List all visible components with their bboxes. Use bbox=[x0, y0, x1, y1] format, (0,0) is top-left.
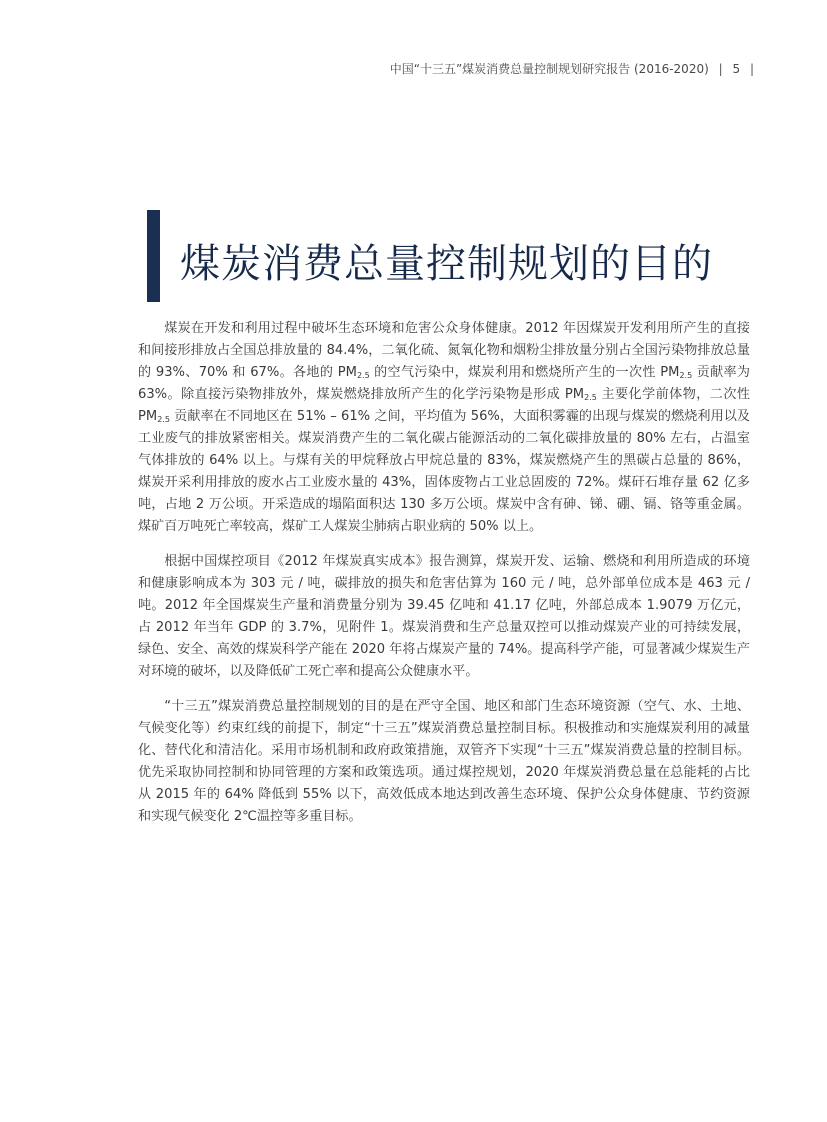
header-separator-left: | bbox=[718, 62, 723, 76]
running-header bbox=[300, 60, 760, 77]
chapter-title: 煤炭消费总量控制规划的目的 bbox=[180, 241, 713, 287]
chapter-number-bar bbox=[147, 210, 160, 302]
paragraph-3: “十三五”煤炭消费总量控制规划的目的是在严守全国、地区和部门生态环境资源（空气、水、土地、气候变化等）约束红线的前提下，制定“十三五”煤炭消费总量控制目标。积极推动和实施煤炭利用的减量化、替代化和清洁化。采用市场机制和政府政策措施，双管齐下实现“十三五”煤炭消费总量的控制目标。优先采取协同控制和协同管理的方案和政策选项。通过煤控规划，2020 年煤炭消费总量在总能耗的占比从 2015 年的 64% 降低到 55% 以下，高效低成本地达到改善生态环境、保护公众身体健康、节约资源和实现气候变化 2℃温控等多重目标。 bbox=[138, 699, 750, 824]
header-separator-right: | bbox=[749, 62, 754, 76]
page-number: 5 bbox=[732, 62, 741, 76]
header-report-title: 中国“十三五”煤炭消费总量控制规划研究报告 (2016-2020) bbox=[389, 62, 709, 76]
paragraph-2: 根据中国煤控项目《2012 年煤炭真实成本》报告测算，煤炭开发、运输、燃烧和利用所造成的环境和健康影响成本为 303 元 / 吨，碳排放的损失和危害估算为 160 元 / 吨，总外部单位成本是 463 元 / 吨。2012 年全国煤炭生产量和消费量分别为 39.45 亿吨和 41.17 亿吨，外部总成本 1.9079 万亿元，占 2012 年当年 GDP 的 3.7%，见附件 1。煤炭消费和生产总量双控可以推动煤炭产业的可持续发展，绿色、安全、高效的煤炭科学产能在 2020 年将占煤炭产量的 74%。提高科学产能，可显著减少煤炭生产对环境的破坏，以及降低矿工死亡率和提高公众健康水平。 bbox=[138, 554, 750, 679]
paragraph-1: 煤炭在开发和利用过程中破坏生态环境和危害公众身体健康。2012 年因煤炭开发利用所产生的直接和间接形排放占全国总排放量的 84.4%，二氧化硫、氮氧化物和烟粉尘排放量分别占全国污染物排放总量的 93%、70% 和 67%。各地的 $PM_{2.5}$ 的空气污染中，煤炭利用和燃烧所产生的一次性 $PM_{2.5}$ 贡献率为 63%。除直接污染物排放外，煤炭燃烧排放所产生的化学污染物是形成 $PM_{2.5}$ 主要化学前体物，二次性 $PM_{2.5}$ 贡献率在不同地区在 51% – 61% 之间，平均值为 56%，大面积雾霾的出现与煤炭的燃烧利用以及工业废气的排放紧密相关。煤炭消费产生的二氧化碳占能源活动的二氧化碳排放量的 80% 左右，占温室气体排放的 64% 以上。与煤有关的甲烷释放占甲烷总量的 83%，煤炭燃烧产生的黑碳占总量的 86%，煤炭开采利用排放的废水占工业废水量的 43%，固体废物占工业总固废的 72%。煤矸石堆存量 62 亿多吨，占地 2 万公顷。开采造成的塌陷面积达 130 多万公顷。煤炭中含有砷、锑、硼、镉、铬等重金属。煤矿百万吨死亡率较高，煤矿工人煤炭尘肺病占职业病的 50% 以上。 bbox=[138, 321, 750, 534]
body-text bbox=[138, 318, 750, 841]
